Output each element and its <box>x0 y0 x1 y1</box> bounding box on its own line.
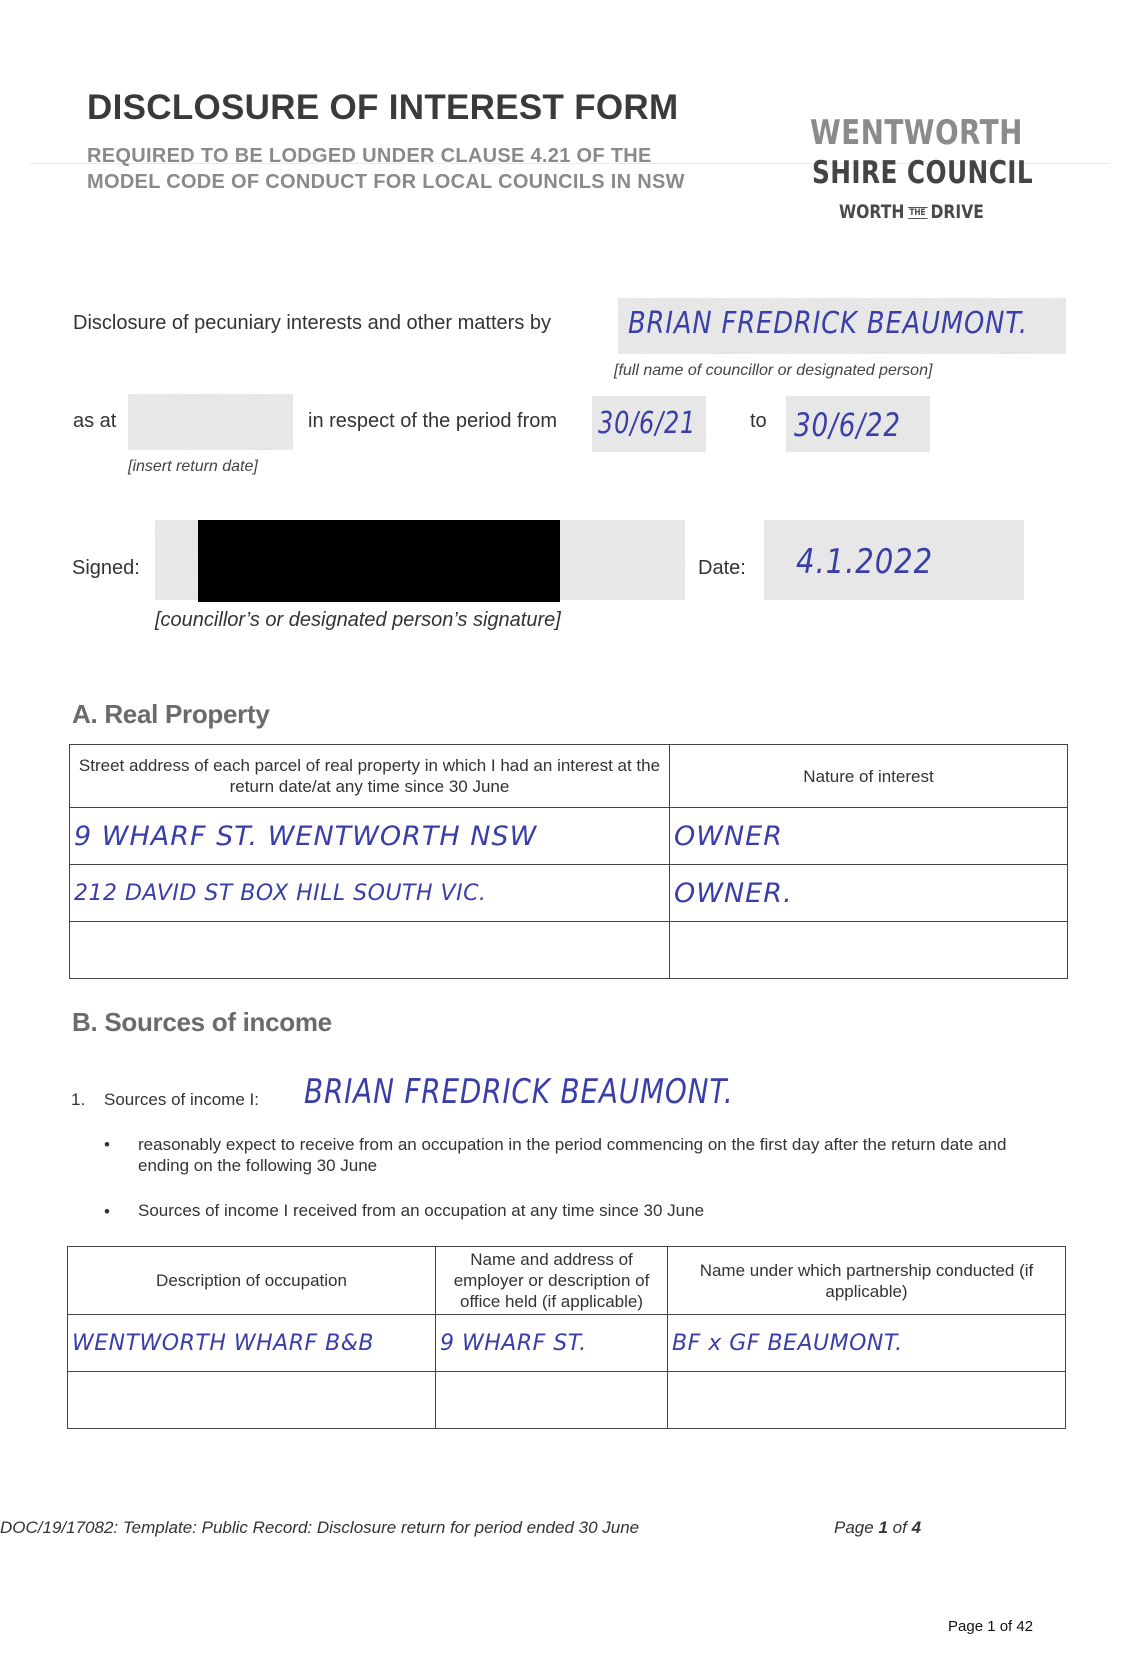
name-note: [full name of councillor or designated person] <box>614 362 933 379</box>
table-header-row <box>70 745 1068 808</box>
redaction-block <box>198 520 560 602</box>
date-label: Date: <box>698 557 746 579</box>
occupation-cell[interactable] <box>68 1372 436 1429</box>
to-label: to <box>750 410 767 432</box>
bullet-dot: • <box>104 1135 110 1154</box>
section-a-heading: A. Real Property <box>72 699 270 729</box>
form-title: DISCLOSURE OF INTEREST FORM <box>87 88 679 127</box>
tagline-left: WORTH <box>839 201 905 223</box>
bullet-dot: • <box>104 1202 110 1221</box>
period-text: in respect of the period from <box>308 410 558 432</box>
page-prefix: Page <box>834 1518 874 1537</box>
council-logo-line2: SHIRE COUNCIL <box>812 155 1034 191</box>
page-current: 1 <box>878 1518 888 1537</box>
page-total: 4 <box>911 1518 922 1537</box>
period-to-value: 30/6/22 <box>794 406 901 444</box>
income-item-number: 1. <box>71 1090 86 1109</box>
table-header-row <box>68 1247 1066 1315</box>
partnership-cell[interactable]: BF x GF BEAUMONT. <box>668 1315 1066 1372</box>
table-row <box>68 1372 1066 1429</box>
council-logo-tagline <box>839 201 984 223</box>
property-nature-cell[interactable] <box>670 922 1068 979</box>
property-address-cell[interactable] <box>70 922 670 979</box>
occupation-column-header: Description of occupation <box>68 1247 436 1315</box>
signed-label: Signed: <box>72 557 140 579</box>
income-item-label: Sources of income I: <box>104 1090 259 1109</box>
name-value: BRIAN FREDRICK BEAUMONT. <box>628 306 1028 341</box>
bullet-text-2: Sources of income I received from an occupation at any time since 30 June <box>138 1201 705 1220</box>
section-page-number <box>834 1518 921 1538</box>
employer-cell[interactable] <box>436 1372 668 1429</box>
document-reference: DOC/19/17082: Template: Public Record: Disclosure return for period ended 30 June <box>0 1518 640 1537</box>
disclosure-lead-text: Disclosure of pecuniary interests and other matters by <box>73 312 551 334</box>
return-date-note: [insert return date] <box>128 458 258 475</box>
signature-note: [councillor’s or designated person’s signature] <box>155 609 561 631</box>
property-address-cell[interactable]: 9 WHARF ST. WENTWORTH NSW <box>70 808 670 865</box>
property-nature-cell[interactable]: OWNER <box>670 808 1068 865</box>
income-table <box>67 1246 1066 1429</box>
overall-page-number: Page 1 of 42 <box>948 1618 1034 1635</box>
partnership-column-header: Name under which partnership conducted (if applicable) <box>668 1247 1066 1315</box>
form-subtitle: REQUIRED TO BE LODGED UNDER CLAUSE 4.21 OF THE MODEL CODE OF CONDUCT FOR LOCAL COUNCILS IN NSW <box>87 145 685 193</box>
date-value: 4.1.2022 <box>796 542 934 582</box>
address-column-header: Street address of each parcel of real property in which I had an interest at the return date/at any time since 30 June <box>70 745 670 808</box>
tagline-the: THE <box>909 207 926 218</box>
partnership-cell[interactable] <box>668 1372 1066 1429</box>
property-address-cell[interactable]: 212 DAVID ST BOX HILL SOUTH VIC. <box>70 865 670 922</box>
page-mid: of <box>892 1518 907 1537</box>
employer-column-header: Name and address of employer or description of office held (if applicable) <box>436 1247 668 1315</box>
return-date-field[interactable] <box>128 394 293 450</box>
tagline-right: DRIVE <box>930 201 984 223</box>
table-row <box>70 865 1068 922</box>
nature-column-header: Nature of interest <box>670 745 1068 808</box>
table-row <box>70 808 1068 865</box>
property-nature-cell[interactable]: OWNER. <box>670 865 1068 922</box>
bullet-text-1: reasonably expect to receive from an occupation in the period commencing on the first day after the return date and ending on the following 30 June <box>138 1135 1007 1175</box>
council-logo-line1: WENTWORTH <box>810 113 1023 153</box>
table-row <box>68 1315 1066 1372</box>
occupation-cell[interactable]: WENTWORTH WHARF B&B <box>68 1315 436 1372</box>
as-at-label: as at <box>73 410 117 432</box>
income-item-value: BRIAN FREDRICK BEAUMONT. <box>304 1072 734 1112</box>
real-property-table <box>69 744 1068 979</box>
period-from-value: 30/6/21 <box>598 406 697 441</box>
table-row <box>70 922 1068 979</box>
employer-cell[interactable]: 9 WHARF ST. <box>436 1315 668 1372</box>
section-b-heading: B. Sources of income <box>72 1007 332 1037</box>
